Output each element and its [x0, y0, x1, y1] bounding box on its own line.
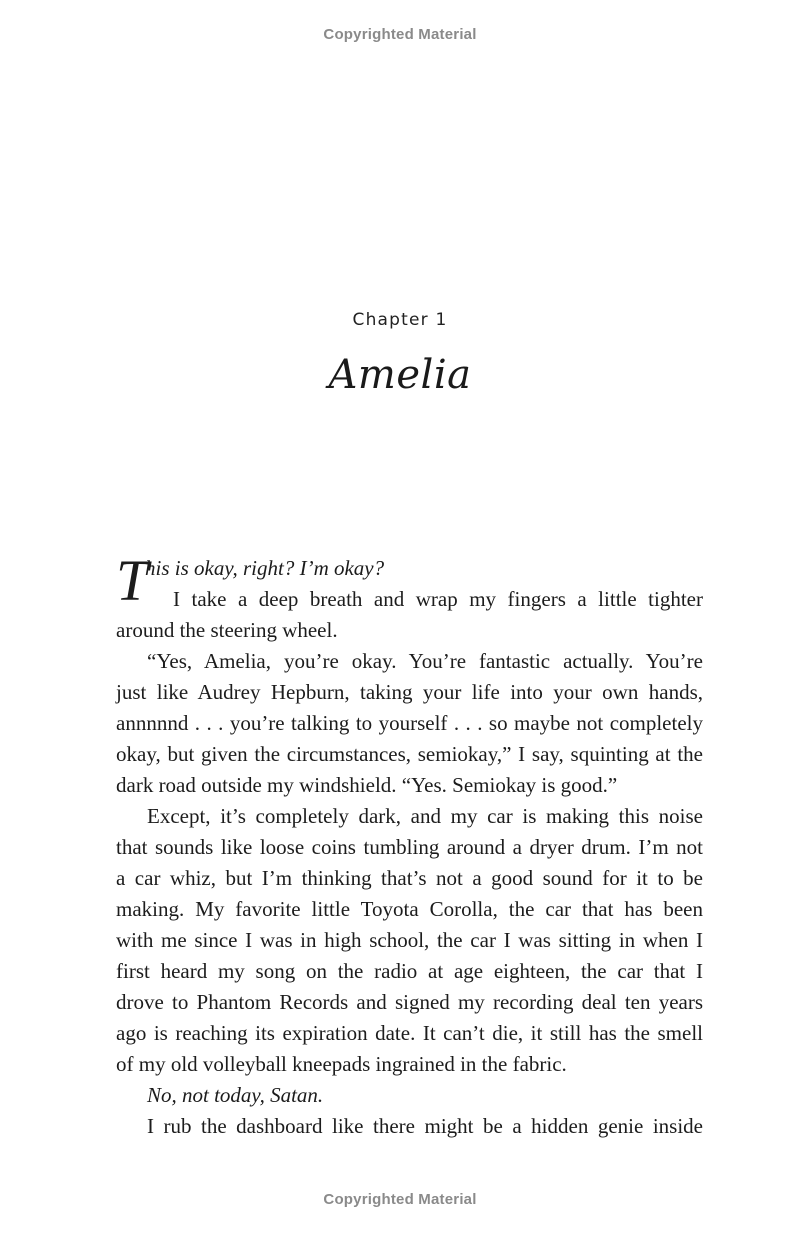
chapter-label: Chapter 1: [352, 310, 448, 330]
text-line: “Yes, Amelia, you’re okay. You’re fantastic actually. You’re: [147, 649, 703, 673]
text-line: dark road outside my windshield. “Yes. Semiokay is good.”: [116, 773, 618, 797]
chapter-body: [116, 548, 703, 1142]
text-line: okay, but given the circumstances, semiokay,” I say, squinting at the: [116, 742, 703, 766]
drop-cap: T: [116, 548, 149, 613]
text-line: annnnnd . . . you’re talking to yourself . . . so maybe not completely: [116, 711, 703, 735]
text-line: around the steering wheel.: [116, 618, 338, 642]
text-line: that sounds like loose coins tumbling around a dryer drum. I’m not: [116, 835, 703, 859]
text-line: I rub the dashboard like there might be a hidden genie inside: [147, 1114, 703, 1138]
copyright-watermark-top: Copyrighted Material: [323, 26, 477, 43]
text-line: making. My favorite little Toyota Corolla, the car that has been: [116, 897, 703, 921]
text-line: drove to Phantom Records and signed my recording deal ten years: [116, 990, 703, 1014]
text-line: just like Audrey Hepburn, taking your life into your own hands,: [116, 680, 703, 704]
text-line: No, not today, Satan.: [147, 1083, 324, 1107]
text-line: ago is reaching its expiration date. It can’t die, it still has the smell: [116, 1021, 703, 1045]
copyright-watermark-bottom: Copyrighted Material: [323, 1191, 477, 1208]
text-line: of my old volleyball kneepads ingrained in the fabric.: [116, 1052, 567, 1076]
text-line: I take a deep breath and wrap my fingers a little tighter: [173, 587, 703, 611]
text-line: with me since I was in high school, the car I was sitting in when I: [116, 928, 703, 952]
text-line: a car whiz, but I’m thinking that’s not a good sound for it to be: [116, 866, 703, 890]
text-line: first heard my song on the radio at age eighteen, the car that I: [116, 959, 703, 983]
chapter-title: Amelia: [328, 352, 472, 398]
text-line: Except, it’s completely dark, and my car is making this noise: [147, 804, 703, 828]
text-line-content: his is okay, right? I’m okay?: [145, 556, 385, 580]
